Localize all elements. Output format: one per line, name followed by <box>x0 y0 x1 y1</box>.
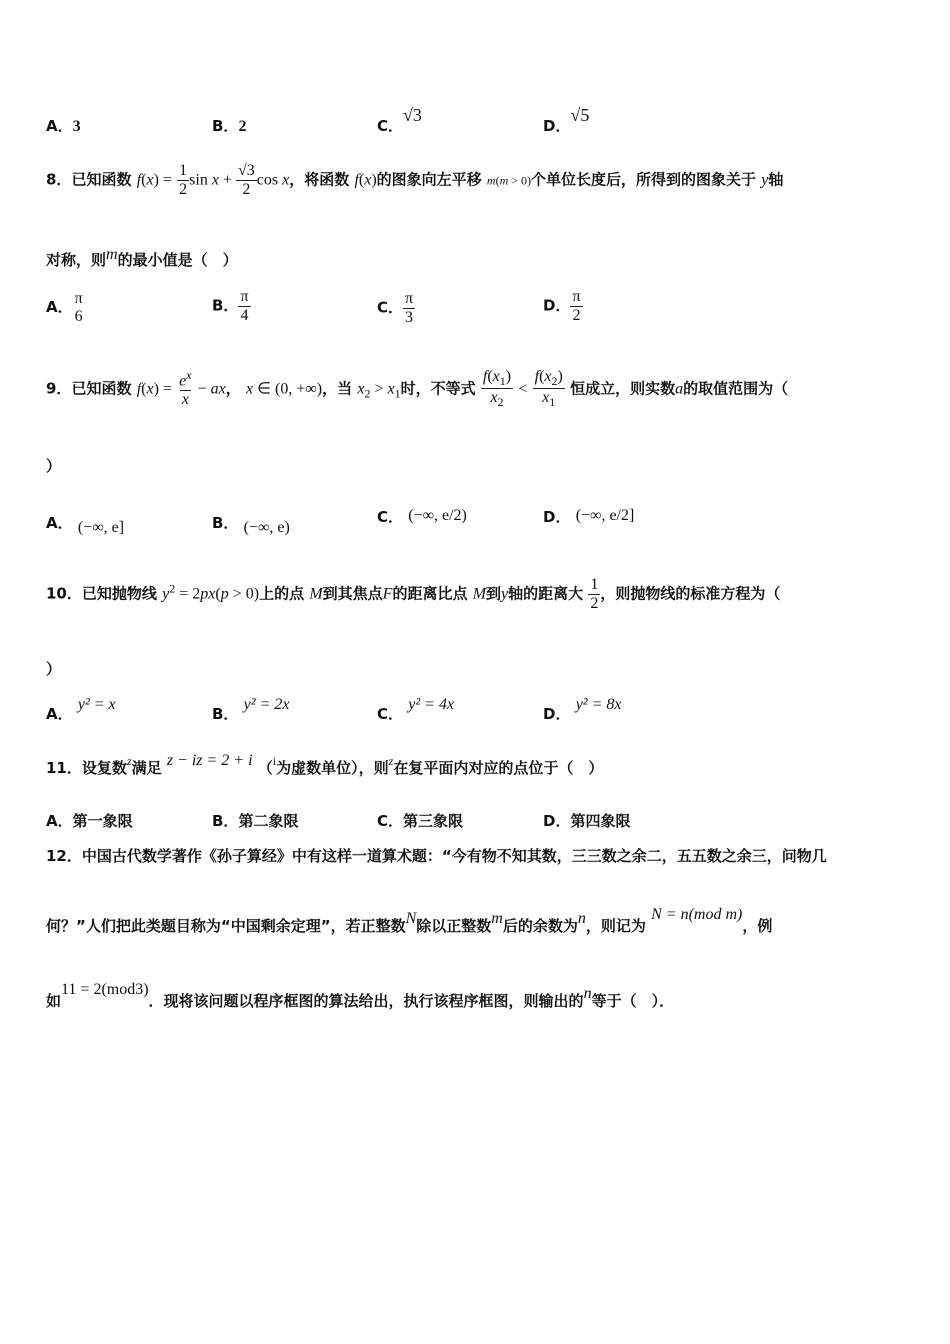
q10-stem-line2: ） <box>46 660 62 678</box>
q9-stem-line1: 9．已知函数 f(x) = $\frac{e^x}{x}$ − ax， x ∈ (0, +∞)，当 $x_2 > x_1$时，不等式 $\frac{f(x_1)}{x_2}$ < $\frac{f(x_2)}{x_1}$ 恒成立，则实数a的取值范围为（ <box>46 368 789 410</box>
sqrt5: √5 <box>570 105 590 125</box>
q10-option-b: B． y² = 2x <box>212 696 290 723</box>
q8-option-b: B． $\frac{\pi}{4}$ <box>212 288 249 324</box>
q9-option-d: D． (−∞, e/2] <box>543 507 635 526</box>
q11-option-b: B．第二象限 <box>212 812 299 830</box>
q8-stem-line2: 对称，则m的最小值是（ ） <box>46 246 238 269</box>
q9-option-b: B． (−∞, e) <box>212 514 290 536</box>
q7-option-b: B．2 <box>212 117 247 135</box>
q9-option-a: A． (−∞, e] <box>46 514 125 536</box>
q12-stem-line1: 12．中国古代数学著作《孙子算经》中有这样一道算术题：“今有物不知其数，三三数之余二，五五数之余三，问物几 <box>46 847 827 865</box>
sqrt3: √3 <box>403 105 422 125</box>
q7-option-d: D．√5 <box>543 105 590 135</box>
q10-option-c: C． y² = 4x <box>377 696 455 723</box>
q12-stem-line3: 如11 = 2(mod3)．现将该问题以程序框图的算法给出，执行该程序框图，则输出的n等于（ ）． <box>46 981 675 1010</box>
q11-option-c: C．第三象限 <box>377 812 464 830</box>
q10-option-a: A． y² = x <box>46 696 116 723</box>
q12-stem-line2: 何？”人们把此类题目称为“中国剩余定理”，若正整数N除以正整数m后的余数为n，则记为 N = n(mod m)，例 <box>46 906 773 935</box>
q7-option-c: C．√3 <box>377 105 422 135</box>
q8-option-d: D． $\frac{\pi}{2}$ <box>543 288 581 324</box>
q10-option-d: D． y² = 8x <box>543 696 622 723</box>
q8-option-a: A． π 6 <box>46 290 83 325</box>
q11-option-d: D．第四象限 <box>543 812 631 830</box>
q7-option-a: A．3 <box>46 117 81 135</box>
q10-stem-line1: 10．已知抛物线 $y^2 = 2px(p > 0)$上的点 M到其焦点F的距离比点 M到y轴的距离大 $\frac{1}{2}$ ，则抛物线的标准方程为（ <box>46 576 781 612</box>
q9-stem-line2: ） <box>46 457 62 475</box>
q9-option-c: C． (−∞, e/2) <box>377 507 467 526</box>
q8-stem-line1: 8．已知函数 f(x) = $\frac{1}{2}$ sin x + $\frac{√3}{2}$ cos x，将函数 f(x)的图象向左平移 m(m > 0)个单位长度后，所得到的图象关于 y轴 <box>46 162 784 198</box>
q11-stem: 11．设复数$^z$满足 z − iz = 2 + i （$^i$为虚数单位），则$^z$在复平面内对应的点位于（ ） <box>46 752 604 777</box>
q8-option-c: C． $\frac{\pi}{3}$ <box>377 290 414 326</box>
q11-option-a: A．第一象限 <box>46 812 133 830</box>
